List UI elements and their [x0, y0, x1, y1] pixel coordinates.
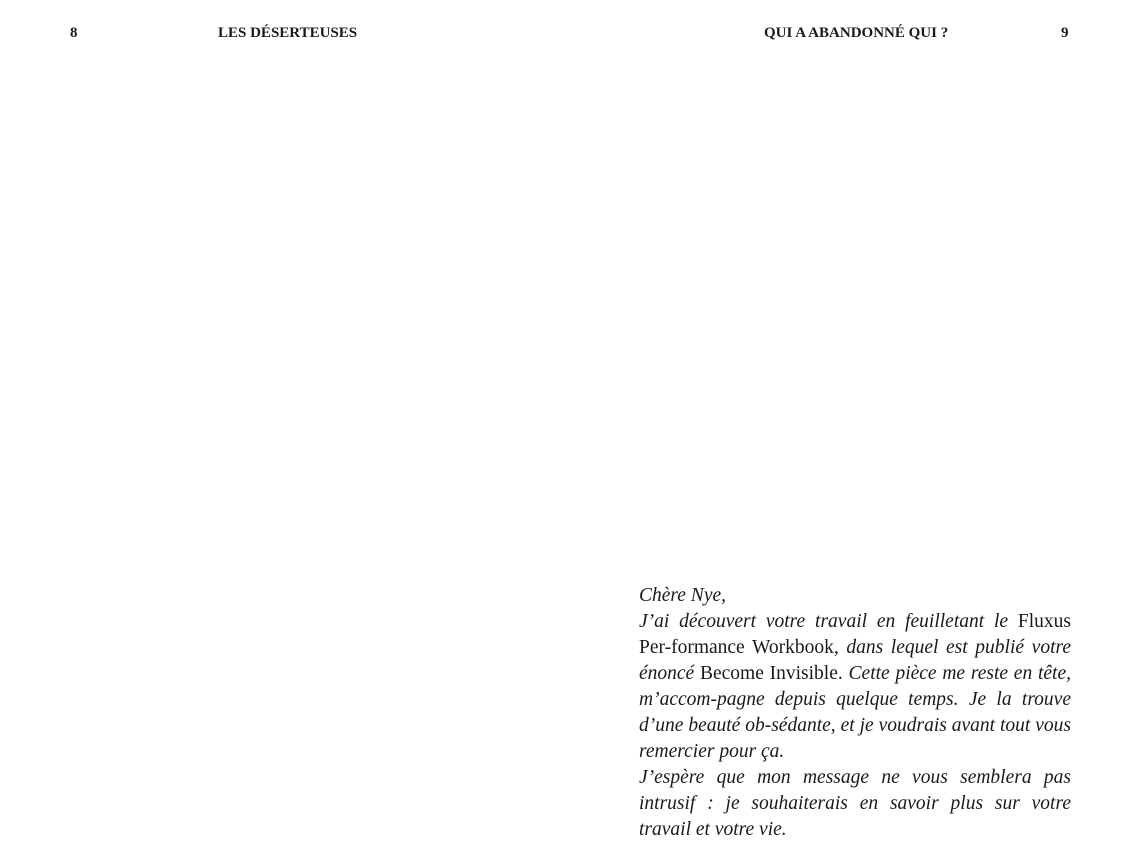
- letter-salutation: Chère Nye,: [639, 585, 726, 606]
- work-title-become-invisible: Become Invisible.: [699, 663, 843, 684]
- letter-text-italic: Cette pièce me reste en tête, m’accom-pagne depuis quelque temps. Je la trouve d’une beauté ob-sédante, et je voudrais avant tout vous remercier pour ça.: [639, 663, 1071, 762]
- letter-text-italic: , dans lequel est publié votre énoncé: [639, 637, 1072, 684]
- letter-paragraph-1: [639, 609, 1071, 765]
- letter-paragraph-2: J’espère que mon message ne vous semblera pas intrusif : je souhaiterais en savoir plus sur votre travail et votre vie.: [639, 767, 1071, 840]
- letter-body: [639, 583, 1071, 843]
- page-number-right: 9: [1061, 25, 1069, 41]
- running-head-right: QUI A ABANDONNÉ QUI ?: [764, 25, 949, 41]
- page-number-left: 8: [70, 25, 78, 41]
- right-page: [569, 0, 1138, 857]
- letter-text-italic: J’ai découvert votre travail en feuilletant le: [639, 611, 1018, 632]
- running-head-left: LES DÉSERTEUSES: [218, 25, 358, 41]
- book-title-fluxus: Fluxus Per-formance Workbook: [639, 611, 1071, 658]
